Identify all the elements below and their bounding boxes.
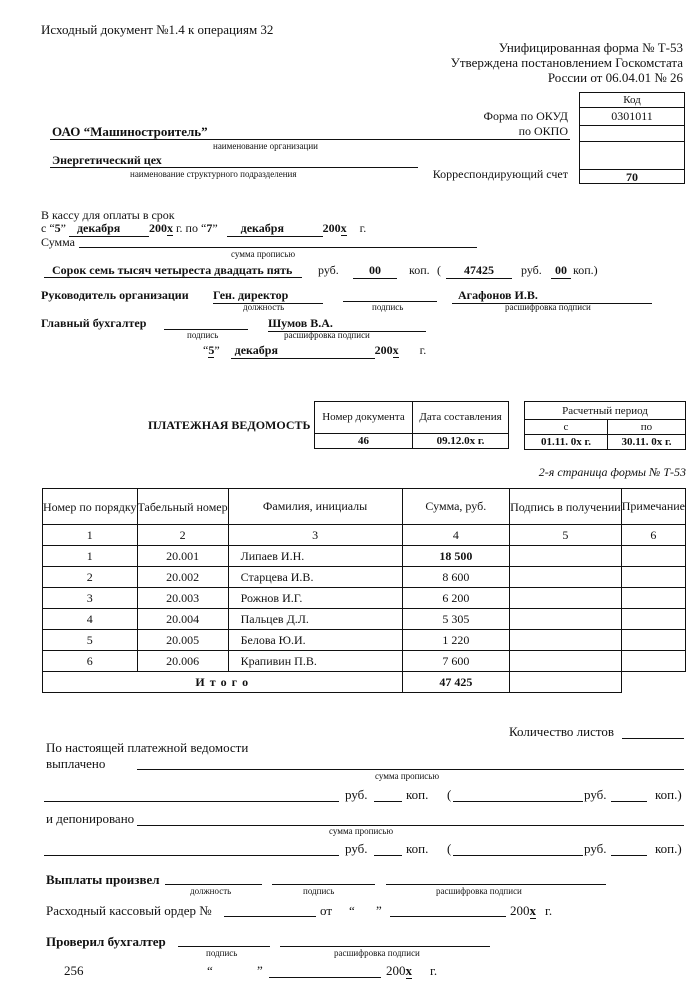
paid-rub-2: руб. — [584, 787, 607, 802]
header-tab-number: Табельный номер — [137, 489, 228, 525]
unified-form-label: Унифицированная форма № Т-53 — [498, 40, 683, 55]
period-from-label: с — [525, 420, 608, 435]
row-tab: 20.002 — [137, 567, 228, 588]
sum-label: Сумма — [41, 235, 75, 249]
order-quote-close: ” — [376, 903, 382, 918]
doc-date-label: Дата составления — [413, 402, 509, 434]
row-signature — [510, 609, 622, 630]
row-signature — [510, 630, 622, 651]
row-name: Липаев И.Н. — [228, 546, 402, 567]
row-number: 4 — [43, 609, 138, 630]
okud-label: Форма по ОКУД — [483, 109, 568, 123]
checked-caption-signature: подпись — [206, 948, 238, 958]
final-g: г. — [430, 963, 438, 978]
row-name: Белова Ю.И. — [228, 630, 402, 651]
period-to-value: 30.11. 0x г. — [608, 435, 686, 450]
row-name: Пальцев Д.Л. — [228, 609, 402, 630]
checked-caption-decode: расшифровка подписи — [334, 948, 420, 958]
deposited-sum-caption: сумма прописью — [329, 826, 394, 836]
from-month: декабря — [69, 221, 149, 237]
deposited-kop: коп. — [406, 841, 429, 856]
corr-account-label: Корреспондирующий счет — [432, 167, 568, 181]
order-year: 200x — [510, 903, 536, 918]
col-num: 1 — [43, 525, 138, 546]
header-note: Примечание — [621, 489, 685, 525]
period-from-value: 01.11. 0x г. — [525, 435, 608, 450]
doc-num-value: 46 — [315, 434, 413, 449]
row-number: 1 — [43, 546, 138, 567]
row-note — [621, 546, 685, 567]
column-numbers-row — [43, 525, 686, 546]
dept-caption: наименование структурного подразделения — [130, 169, 297, 179]
row-note — [621, 567, 685, 588]
row-signature — [510, 588, 622, 609]
checked-label: Проверил бухгалтер — [46, 934, 166, 949]
row-sum: 8 600 — [402, 567, 510, 588]
chief-caption-decode: расшифровка подписи — [284, 330, 370, 340]
rub-label-2: руб. — [521, 263, 542, 277]
deposited-rub: руб. — [345, 841, 368, 856]
row-note — [621, 588, 685, 609]
final-quote-open: “ — [207, 963, 213, 978]
table-row — [43, 609, 686, 630]
row-tab: 20.005 — [137, 630, 228, 651]
row-sum: 5 305 — [402, 609, 510, 630]
paid-kop-close: коп.) — [655, 787, 682, 802]
page-number: 256 — [64, 963, 84, 978]
row-tab: 20.003 — [137, 588, 228, 609]
rub-label: руб. — [318, 263, 339, 277]
kop-value: 00 — [353, 263, 397, 279]
okpo-value — [580, 126, 684, 142]
row-signature — [510, 651, 622, 672]
open-paren: ( — [437, 263, 441, 277]
paid-rub: руб. — [345, 787, 368, 802]
amount-number: 47425 — [446, 263, 512, 279]
payments-caption-position: должность — [190, 886, 232, 896]
to-day: 7 — [206, 221, 213, 235]
paid-open-paren: ( — [447, 787, 452, 802]
doc-num-label: Номер документа — [315, 402, 413, 434]
payment-table — [42, 488, 686, 693]
table-row — [43, 567, 686, 588]
kop-value-2: 00 — [551, 263, 571, 279]
col-num: 6 — [621, 525, 685, 546]
table-row — [43, 651, 686, 672]
row-note — [621, 630, 685, 651]
source-doc-note: Исходный документ №1.4 к операциям 32 — [41, 22, 274, 37]
head-label: Руководитель организации — [41, 288, 189, 302]
codes-box — [579, 92, 685, 184]
caption-decode: расшифровка подписи — [505, 302, 591, 312]
row-name: Старцева И.В. — [228, 567, 402, 588]
total-row — [43, 672, 686, 693]
paid-sum-caption: сумма прописью — [375, 771, 440, 781]
payments-label: Выплаты произвел — [46, 872, 160, 887]
order-g: г. — [545, 903, 553, 918]
order-quote-open: “ — [349, 903, 355, 918]
final-year: 200x — [386, 963, 412, 978]
row-tab: 20.001 — [137, 546, 228, 567]
doc-info-box — [314, 401, 509, 449]
deposited-label: и депонировано — [46, 811, 135, 826]
codes-header: Код — [580, 93, 684, 108]
order-from: от — [320, 903, 333, 918]
header-signature: Подпись в получении — [510, 489, 622, 525]
total-label: И т о г о — [43, 672, 403, 693]
period-to-label: по — [608, 420, 686, 435]
deposited-open-paren: ( — [447, 841, 452, 856]
row-note — [621, 609, 685, 630]
sum-caption: сумма прописью — [231, 249, 296, 259]
payments-caption-signature: подпись — [303, 886, 335, 896]
paid-line-2: выплачено — [46, 756, 106, 771]
kop-label: коп. — [409, 263, 430, 277]
row-number: 3 — [43, 588, 138, 609]
total-sum: 47 425 — [402, 672, 510, 693]
chief-label: Главный бухгалтер — [41, 316, 147, 330]
period-label: Расчетный период — [525, 402, 686, 420]
row-tab: 20.006 — [137, 651, 228, 672]
col-num: 4 — [402, 525, 510, 546]
codes-blank-cell — [580, 142, 684, 170]
row-signature — [510, 546, 622, 567]
final-quote-close: ” — [257, 963, 263, 978]
total-signature — [510, 672, 622, 693]
table-header-row — [43, 489, 686, 525]
paid-line-1: По настоящей платежной ведомости — [46, 740, 249, 755]
org-name-caption: наименование организации — [213, 141, 318, 151]
deposited-kop-close: коп.) — [655, 841, 682, 856]
row-name: Крапивин П.В. — [228, 651, 402, 672]
kop-close: коп.) — [573, 263, 598, 277]
statement-title: ПЛАТЕЖНАЯ ВЕДОМОСТЬ — [148, 418, 311, 432]
col-num: 3 — [228, 525, 402, 546]
row-number: 2 — [43, 567, 138, 588]
amount-words: Сорок семь тысяч четыреста двадцать пять — [52, 263, 293, 277]
header-name: Фамилия, инициалы — [228, 489, 402, 525]
org-name: ОАО “Машиностроитель” — [52, 124, 208, 139]
row-signature — [510, 567, 622, 588]
chief-name: Шумов В.А. — [268, 316, 426, 332]
col-num: 5 — [510, 525, 622, 546]
sign-date: “5” декабря 200x г. — [203, 343, 427, 357]
header-number: Номер по порядку — [43, 489, 138, 525]
payments-caption-decode: расшифровка подписи — [436, 886, 522, 896]
cash-dates: с “5” декабря 200x г. по “7” декабря 200x г. — [41, 221, 367, 235]
row-sum: 1 220 — [402, 630, 510, 651]
row-tab: 20.004 — [137, 609, 228, 630]
cash-intro: В кассу для оплаты в срок — [41, 208, 175, 222]
period-box — [524, 401, 686, 450]
approval-line-2: России от 06.04.01 № 26 — [547, 70, 683, 85]
table-row — [43, 588, 686, 609]
approval-line-1: Утверждена постановлением Госкомстата — [450, 55, 683, 70]
caption-position: должность — [243, 302, 285, 312]
row-sum: 18 500 — [402, 546, 510, 567]
row-sum: 6 200 — [402, 588, 510, 609]
to-month: декабря — [227, 221, 323, 237]
doc-date-value: 09.12.0x г. — [413, 434, 509, 449]
table-row — [43, 546, 686, 567]
row-note — [621, 651, 685, 672]
from-day: 5 — [54, 221, 61, 235]
row-number: 6 — [43, 651, 138, 672]
dept-name: Энергетический цех — [52, 153, 162, 167]
okud-value: 0301011 — [580, 108, 684, 126]
okpo-label: по ОКПО — [518, 124, 568, 138]
total-empty — [621, 672, 685, 693]
chief-caption-signature: подпись — [187, 330, 219, 340]
corr-account-value: 70 — [626, 170, 638, 184]
paid-kop: коп. — [406, 787, 429, 802]
row-name: Рожнов И.Г. — [228, 588, 402, 609]
order-label: Расходный кассовый ордер № — [46, 903, 212, 918]
col-num: 2 — [137, 525, 228, 546]
header-sum: Сумма, руб. — [402, 489, 510, 525]
deposited-rub-2: руб. — [584, 841, 607, 856]
head-name: Агафонов И.В. — [452, 288, 652, 304]
row-sum: 7 600 — [402, 651, 510, 672]
caption-signature: подпись — [372, 302, 404, 312]
head-position: Ген. директор — [213, 288, 323, 304]
page2-note: 2-я страница формы № Т-53 — [538, 465, 686, 479]
row-number: 5 — [43, 630, 138, 651]
sheets-label: Количество листов — [509, 724, 615, 739]
table-row — [43, 630, 686, 651]
